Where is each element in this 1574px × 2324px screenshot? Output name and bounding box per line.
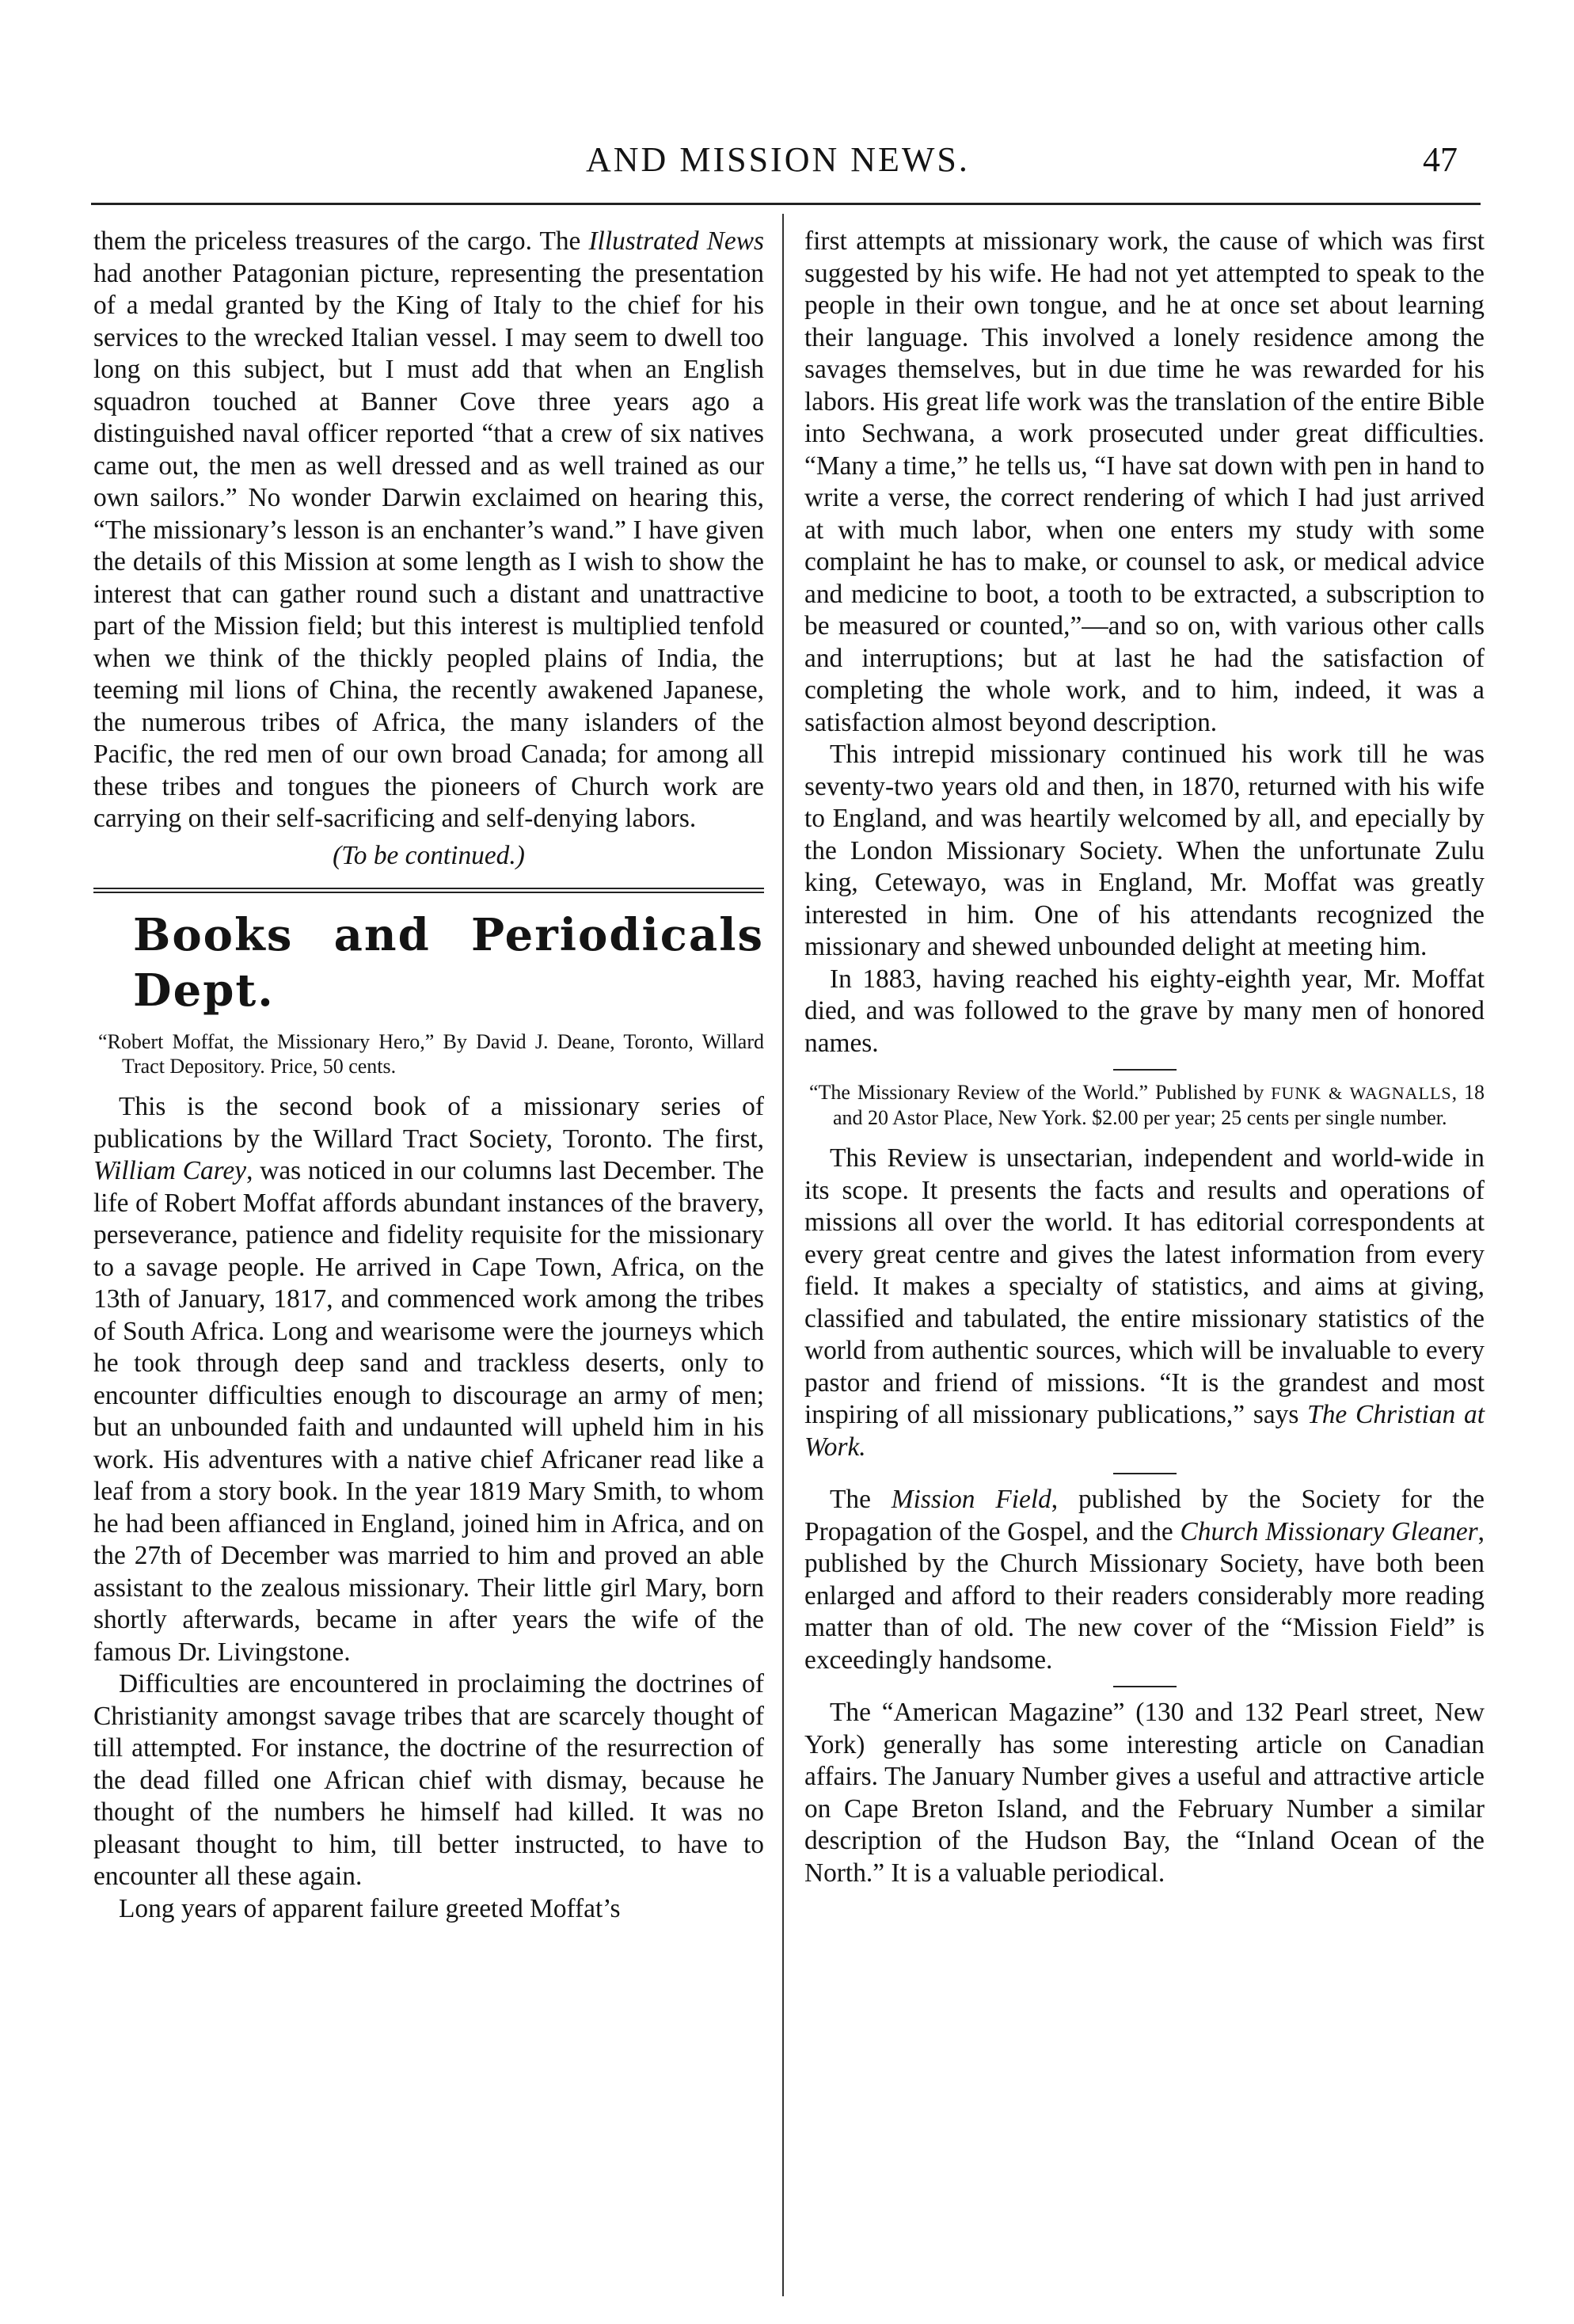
- review-paragraph: first attempts at missionary work, the cause of which was first suggested by his wife. He had not yet attempted to speak to the people in their own tongue, and he at once set about learning their language. This involved a lonely residence among the savages themselves, but in due time he was rewarded for his labors. His great life work was the translation of the entire Bible into Sechwana, a work prosecuted under great difficulties. “Many a time,” he tells us, “I have sat down with pen in hand to write a verse, the correct rendering of which I had just arrived at with much labor, when one enters my study with some complaint he has to make, or counsel to ask, or medical advice and medicine to boot, a tooth to be extracted, a subscription to be measured or counted,”—and so on, with various other calls and interruptions; but at last he had the satisfaction of completing the whole work, and to him, indeed, it was a satisfaction almost beyond description.: [804, 226, 1485, 737]
- running-head-title: AND MISSION NEWS.: [586, 140, 970, 179]
- review-paragraph: This Review is unsectarian, independent and world-wide in its scope. It presents the facts and results and operations of missions all over the world. It has editorial correspondents at every great centre and gives the latest information from every field. It makes a specialty of statistics, and aims at giving, classified and tabulated, the entire missionary statistics of the world from authentic sources, which will be invaluable to every pastor and friend of missions. “It is the grandest and most inspiring of all missionary publications,” says The Christian at Work.: [804, 1143, 1485, 1462]
- section-rule: [93, 888, 764, 889]
- review-paragraph: In 1883, having reached his eighty-eighth year, Mr. Moffat died, and was followed to the grave by many men of honored names.: [804, 964, 1485, 1058]
- running-head: [0, 139, 1574, 187]
- column-divider: [782, 214, 784, 2296]
- review-paragraph: This intrepid missionary continued his work till he was seventy-two years old and then, in 1870, returned with his wife to England, and was heartily welcomed by all, and epecially by the London Missionary Society. When the unfortunate Zulu king, Cetewayo, was in England, Mr. Moffat was greatly interested in him. One of his attendants recognized the missionary and shewed unbounded delight at meeting him.: [804, 740, 1485, 961]
- article-continuation: them the priceless treasures of the cargo. The Illustrated News had another Patagonian picture, representing the presentation of a medal granted by the King of Italy to the chief for his services to the wrecked Italian vessel. I may seem to dwell too long on this subject, but I must add that when an English squadron touched at Banner Cove three years ago a distinguished naval officer reported “that a crew of six natives came out, the men as well dressed and as well trained as our own sailors.” No wonder Darwin exclaimed on hearing this, “The missionary’s lesson is an enchanter’s wand.” I have given the details of this Mission at some length as I wish to show the interest that can gather round such a distant and unattractive part of the Mission field; but this interest is multiplied tenfold when we think of the thickly peopled plains of India, the teeming mil lions of China, the recently awakened Japanese, the numerous tribes of Africa, the many islanders of the Pacific, the red men of our own broad Canada; for among all these tribes and tongues the pioneers of Church work are carrying on their self-sacrificing and self-denying labors.: [93, 226, 764, 833]
- review-paragraph: The “American Magazine” (130 and 132 Pearl street, New York) generally has some interesting article on Canadian affairs. The January Number gives a useful and attractive article on Cape Breton Island, and the February Number a similar description of the Hudson Bay, the “Inland Ocean of the North.” It is a valuable periodical.: [804, 1698, 1485, 1888]
- short-rule: [1113, 1473, 1177, 1474]
- book-citation: “Robert Moffat, the Missionary Hero,” By David J. Deane, Toronto, Willard Tract Depository. Price, 50 cents.: [98, 1030, 764, 1078]
- periodical-citation: “The Missionary Review of the World.” Published by FUNK & WAGNALLS, 18 and 20 Astor Place, New York. $2.00 per year; 25 cents per single number.: [809, 1081, 1485, 1129]
- short-rule: [1113, 1069, 1177, 1071]
- department-heading: Books and Periodicals Dept.: [133, 909, 764, 1017]
- page-number: 47: [1423, 140, 1458, 179]
- to-be-continued: (To be continued.): [333, 840, 525, 870]
- review-paragraph: Long years of apparent failure greeted Moffat’s: [119, 1893, 621, 1923]
- review-paragraph: This is the second book of a missionary series of publications by the Willard Tract Society, Toronto. The first, William Carey, was noticed in our columns last December. The life of Robert Moffat affords abundant instances of the bravery, perseverance, patience and fidelity requisite for the missionary to a savage people. He arrived in Cape Town, Africa, on the 13th of January, 1817, and commenced work among the tribes of South Africa. Long and wearisome were the journeys which he took through deep sand and trackless deserts, only to encounter difficulties enough to discourage an army of men; but an unbounded faith and undaunted will upheld him in his work. His adventures with a native chief Africaner read like a leaf from a story book. In the year 1819 Mary Smith, to whom he had been affianced in England, joined him in Africa, and on the 27th of December was married to him and proved an able assistant to the zealous missionary. Their little girl Mary, born shortly afterwards, became in after years the wife of the famous Dr. Livingstone.: [93, 1092, 764, 1667]
- left-column: [93, 226, 764, 1925]
- section-rule: [93, 892, 764, 893]
- review-paragraph: The Mission Field, published by the Society for the Propagation of the Gospel, and the Church Missionary Gleaner, published by the Church Missionary Society, have both been enlarged and afford to their readers considerably more reading matter than of old. The new cover of the “Mission Field” is exceedingly handsome.: [804, 1485, 1485, 1675]
- right-column: [804, 226, 1485, 1889]
- header-rule: [91, 203, 1481, 205]
- short-rule: [1113, 1686, 1177, 1687]
- review-paragraph: Difficulties are encountered in proclaiming the doctrines of Christianity amongst savage tribes that are scarcely thought of till attempted. For instance, the doctrine of the resurrection of the dead filled one African chief with dismay, because he thought of the numbers he himself had killed. It was no pleasant thought to him, till better instructed, to have to encounter all these again.: [93, 1669, 764, 1891]
